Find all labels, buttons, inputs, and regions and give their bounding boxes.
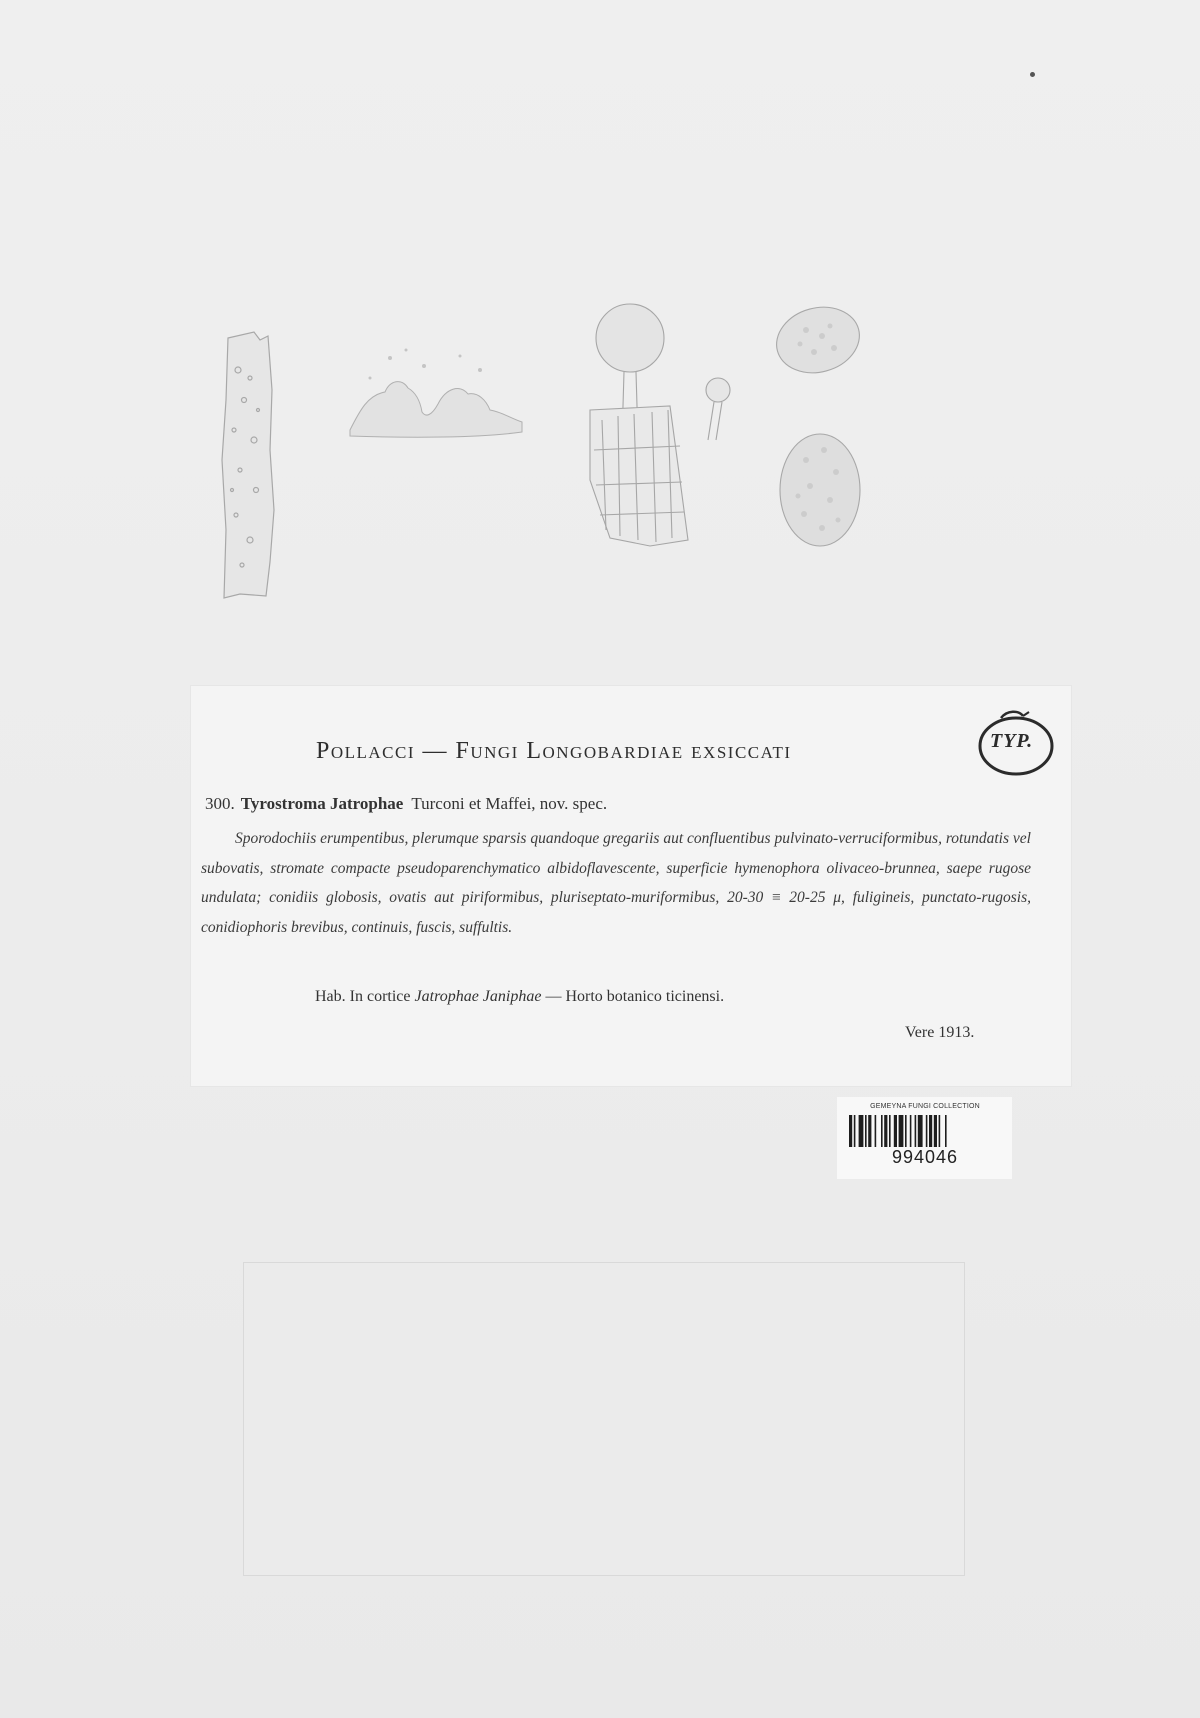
barcode-bar	[918, 1115, 923, 1147]
barcode-bar	[884, 1115, 887, 1147]
barcode-bar	[849, 1115, 852, 1147]
habitat-suffix: — Horto botanico ticinensi.	[545, 988, 725, 1005]
barcode-bar	[881, 1115, 883, 1147]
habitat-prefix: Hab. In cortice	[315, 988, 411, 1005]
typus-stamp-icon	[971, 708, 1061, 778]
barcode-bar	[865, 1115, 867, 1147]
species-authors: Turconi et Maffei, nov. spec.	[411, 794, 608, 813]
specimen-envelope	[243, 1262, 965, 1576]
botanical-illustrations	[210, 300, 970, 600]
barcode-bar	[889, 1115, 891, 1147]
conidiophores-drawing	[590, 304, 730, 546]
barcode-bars-graphic	[849, 1115, 1001, 1147]
barcode-header: GEMEYNA FUNGI COLLECTION	[870, 1103, 980, 1110]
stamp-text: TYP.	[990, 730, 1034, 752]
bark-specimen-drawing	[222, 332, 274, 598]
habitat-host: Jatrophae Janiphae	[414, 988, 542, 1005]
barcode-bar	[915, 1115, 917, 1147]
habitat-line	[315, 988, 724, 1006]
barcode-icon	[849, 1115, 1001, 1147]
barcode-bar	[854, 1115, 856, 1147]
barcode-bar	[894, 1115, 897, 1147]
barcode-bar	[939, 1115, 941, 1147]
species-name: Tyrostroma Jatrophae	[240, 794, 404, 813]
barcode-bar	[859, 1115, 864, 1147]
conidia-drawing	[769, 300, 867, 546]
barcode-bar	[945, 1115, 947, 1147]
barcode-bar	[899, 1115, 904, 1147]
barcode-bar	[868, 1115, 871, 1147]
paper-speck	[1030, 72, 1035, 77]
collection-date: Vere 1913.	[905, 1024, 975, 1041]
fungus-drawings-icon	[210, 300, 970, 600]
label-header: Pollacci — Fungi Longobardiae exsiccati	[316, 738, 792, 764]
barcode-bar	[875, 1115, 877, 1147]
sporodochium-section-drawing	[350, 349, 522, 438]
barcode-number: 994046	[891, 1147, 959, 1167]
barcode-label	[837, 1097, 1012, 1179]
barcode-bar	[929, 1115, 932, 1147]
specimen-label	[190, 685, 1072, 1087]
barcode-bar	[910, 1115, 912, 1147]
barcode-bar	[926, 1115, 928, 1147]
barcode-bar	[934, 1115, 937, 1147]
barcode-bar	[905, 1115, 907, 1147]
species-number: 300.	[205, 794, 235, 813]
species-description: Sporodochiis erumpentibus, plerumque sparsis quandoque gregariis aut confluentibus pulvinato-verruciformibus, rotundatis vel subovatis, stromate compacte pseudoparenchymatico albidoflavescente, superficie hymenophora olivaceo-brunnea, saepe rugose undulata; conidiis globosis, ovatis aut piriformibus, pluriseptato-muriformibus, 20-30 ≡ 20-25 μ, fuligineis, punctato-rugosis, conidiophoris brevibus, continuis, fuscis, suffultis.	[201, 830, 1031, 936]
species-line	[205, 794, 607, 814]
